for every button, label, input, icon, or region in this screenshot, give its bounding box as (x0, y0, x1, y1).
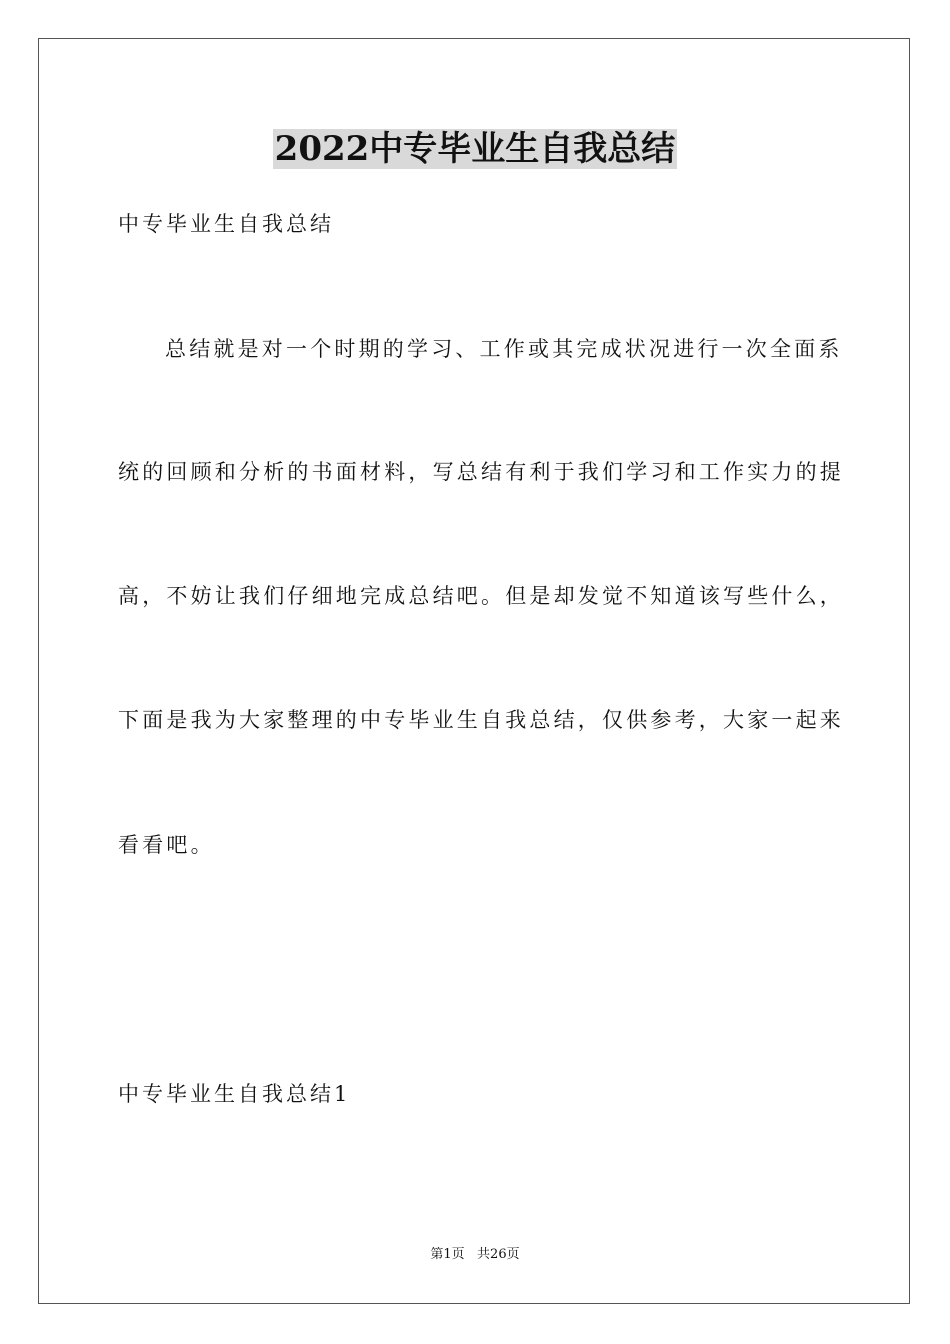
paragraph-line: 总结就是对一个时期的学习、工作或其完成状况进行一次全面系 (165, 337, 843, 361)
document-subtitle: 中专毕业生自我总结 (118, 212, 334, 236)
document-title-text: 2022中专毕业生自我总结 (274, 129, 676, 169)
page-number-footer: 第1页 共26页 (430, 1247, 520, 1262)
paragraph-line: 看看吧。 (118, 833, 215, 857)
paragraph-line: 高，不妨让我们仔细地完成总结吧。但是却发觉不知道该写些什么， (118, 584, 844, 608)
paragraph-line: 下面是我为大家整理的中专毕业生自我总结，仅供参考，大家一起来 (118, 708, 844, 732)
section-heading: 中专毕业生自我总结1 (118, 1082, 351, 1106)
document-title (0, 126, 950, 172)
paragraph-line: 统的回顾和分析的书面材料，写总结有利于我们学习和工作实力的提 (118, 460, 844, 484)
